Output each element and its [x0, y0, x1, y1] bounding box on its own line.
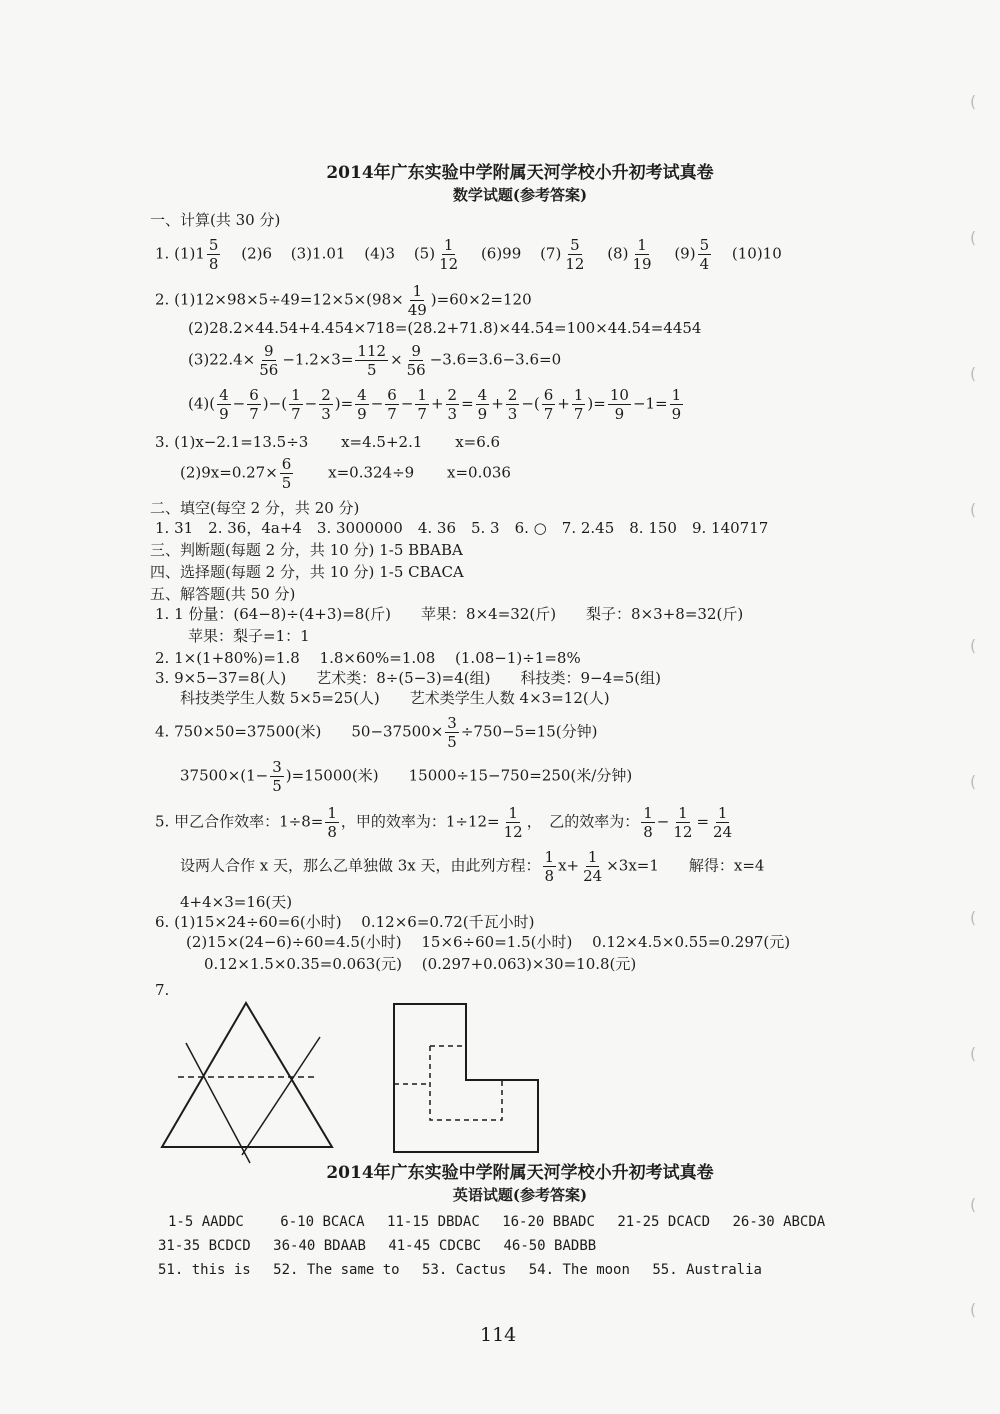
binder-hole: ( [970, 1195, 977, 1214]
english-row-1: 1-5 AADDC 6-10 BCACA 11-15 DBDAC 16-20 BBADC 21-25 DCACD 26-30 ABCDA [168, 1214, 826, 1230]
section-5-header: 五、解答题(共 50 分) [150, 585, 296, 603]
section-1-header: 一、计算(共 30 分) [150, 211, 281, 229]
s5-q1-line-2: 苹果：梨子=1：1 [188, 627, 310, 645]
english-subtitle: 英语试题(参考答案) [452, 1186, 588, 1204]
section-2-header: 二、填空(每空 2 分，共 20 分) [150, 499, 360, 517]
binder-hole: ( [970, 92, 977, 111]
math-subtitle: 数学试题(参考答案) [452, 186, 588, 204]
section-3: 三、判断题(每题 2 分，共 10 分) 1-5 BBABA [150, 541, 463, 559]
s5-q6-line-1: 6. (1)15×24÷60=6(小时) 0.12×6=0.72(千瓦小时) [155, 913, 535, 931]
s5-q5-line-1: 5. 甲乙合作效率：1÷8= $\frac{1}{8}$ ，甲的效率为：1÷12= $\frac{1}{12}$ ， 乙的效率为： $\frac{1}{8}$ − $\frac{1}{12}$ = $\frac{1}{24}$ [155, 804, 733, 841]
section-2-answers: 1. 31 2. 36，4a+4 3. 3000000 4. 36 5. 3 6. ○ 7. 2.45 8. 150 9. 140717 [155, 519, 769, 537]
s5-q1-line-1: 1. 1 份量：(64−8)÷(4+3)=8(斤) 苹果：8×4=32(斤) 梨子：8×3+8=32(斤) [155, 605, 744, 623]
binder-hole: ( [970, 636, 977, 655]
s5-q5-line-3: 4+4×3=16(天) [180, 893, 293, 911]
l-shape-outer [394, 1004, 538, 1152]
axis-right [242, 1037, 320, 1155]
q3-line-2: (2)9x=0.27× $\frac{6}{5}$ x=0.324÷9 x=0.036 [180, 455, 511, 492]
s5-q7: 7. [155, 981, 170, 999]
q2-line-2: (2)28.2×44.54+4.454×718=(28.2+71.8)×44.54=100×44.54=4454 [188, 319, 702, 337]
l-shape-figure [390, 1000, 550, 1158]
english-row-2: 31-35 BCDCD 36-40 BDAAB 41-45 CDCBC 46-50 BADBB [158, 1238, 597, 1254]
s5-q2: 2. 1×(1+80%)=1.8 1.8×60%=1.08 (1.08−1)÷1=8% [155, 649, 581, 667]
binder-hole: ( [970, 1044, 977, 1063]
binder-hole: ( [970, 908, 977, 927]
q2-line-1: 2. (1)12×98×5÷49=12×5×(98× $\frac{1}{49}$ )=60×2=120 [155, 282, 532, 319]
s5-q5-line-2: 设两人合作 x 天，那么乙单独做 3x 天，由此列方程： $\frac{1}{8}$ x+ $\frac{1}{24}$ ×3x=1 解得：x=4 [180, 848, 765, 885]
binder-hole: ( [970, 500, 977, 519]
math-title: 2014年广东实验中学附属天河学校小升初考试真卷 [326, 163, 714, 183]
triangle-shape [162, 1003, 332, 1147]
section-4: 四、选择题(每题 2 分，共 10 分) 1-5 CBACA [150, 563, 464, 581]
s5-q3-line-2: 科技类学生人数 5×5=25(人) 艺术类学生人数 4×3=12(人) [180, 689, 610, 707]
axis-left [186, 1043, 250, 1163]
s5-q6-line-3: 0.12×1.5×0.35=0.063(元) (0.297+0.063)×30=10.8(元) [204, 955, 637, 973]
binder-hole: ( [970, 772, 977, 791]
s5-q3-line-1: 3. 9×5−37=8(人) 艺术类：8÷(5−3)=4(组) 科技类：9−4=5(组) [155, 669, 661, 687]
q2-line-4: (4)( $\frac{4}{9}$ − $\frac{6}{7}$ )−( $\frac{1}{7}$ − $\frac{2}{3}$ )= $\frac{4}{9}$ − $\frac{6}{7}$ − $\frac{1}{7}$ + $\frac{2}{3}$ = $\frac{4}{9}$ + $\frac{2}{3}$ −( $\frac{6}{7}$ + $\frac{1}{7}$ )= $\frac{10}{9}$ −1= $\frac{1}{9}$ [188, 386, 682, 423]
q1-answers: 1. (1)1 $\frac{5}{8}$ (2)6 (3)1.01 (4)3 (5) $\frac{1}{12}$ (6)99 (7) $\frac{5}{12}$ (8) $\frac{1}{19}$ (9) $\frac{5}{4}$ (10)10 [155, 236, 782, 273]
binder-hole: ( [970, 1300, 977, 1319]
page-number: 114 [480, 1324, 517, 1346]
q2-line-3: (3)22.4× $\frac{9}{56}$ −1.2×3= $\frac{112}{5}$ × $\frac{9}{56}$ −3.6=3.6−3.6=0 [188, 342, 562, 379]
binder-hole: ( [970, 364, 977, 383]
s5-q4-line-2: 37500×(1− $\frac{3}{5}$ )=15000(米) 15000÷15−750=250(米/分钟) [180, 758, 633, 795]
english-title: 2014年广东实验中学附属天河学校小升初考试真卷 [326, 1163, 714, 1183]
q3-line-1: 3. (1)x−2.1=13.5÷3 x=4.5+2.1 x=6.6 [155, 433, 501, 451]
s5-q4-line-1: 4. 750×50=37500(米) 50−37500× $\frac{3}{5}$ ÷750−5=15(分钟) [155, 714, 598, 751]
s5-q6-line-2: (2)15×(24−6)÷60=4.5(小时) 15×6÷60=1.5(小时) 0.12×4.5×0.55=0.297(元) [186, 933, 791, 951]
binder-hole: ( [970, 228, 977, 247]
english-row-3: 51. this is 52. The same to 53. Cactus 54. The moon 55. Australia [158, 1262, 762, 1278]
triangle-symmetry-figure [150, 995, 340, 1165]
